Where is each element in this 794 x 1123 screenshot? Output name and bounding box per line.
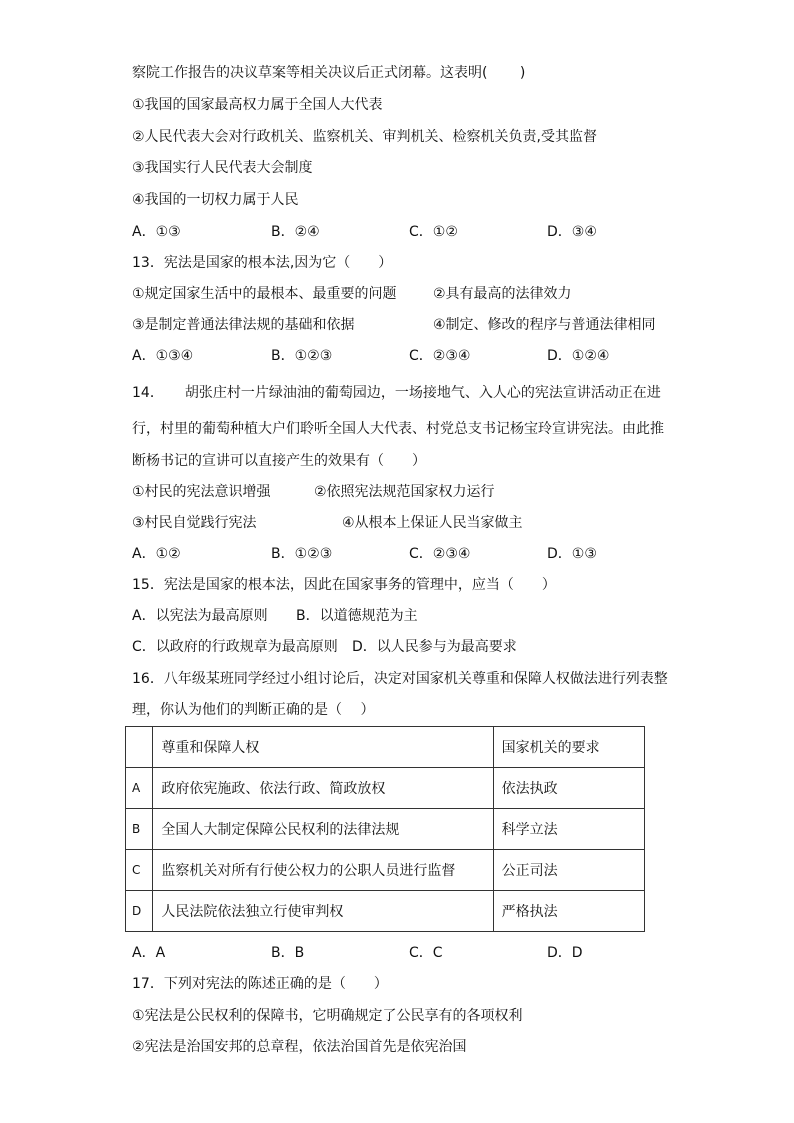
q14-option-b[interactable]: B．①②③	[271, 546, 333, 562]
table-row	[126, 809, 645, 850]
q12-option-b[interactable]: B．②④	[271, 224, 320, 240]
table-row	[126, 850, 645, 891]
q14-stem-line-2: 行，村里的葡萄种植大户们聆听全国人大代表、村党总支书记杨宝玲宣讲宪法。由此推	[132, 421, 664, 437]
q13-item-2: ②具有最高的法律效力	[433, 286, 572, 302]
table-header-row	[126, 727, 645, 768]
q14-item-1: ①村民的宪法意识增强	[132, 484, 271, 500]
q12-options	[132, 222, 672, 242]
q12-item-2: ②人民代表大会对行政机关、监察机关、审判机关、检察机关负责,受其监督	[132, 129, 597, 145]
table-cell: 严格执法	[493, 891, 644, 932]
q13-option-b[interactable]: B．①②③	[271, 348, 333, 364]
q14-stem-line-1: 14． 胡张庄村一片绿油油的葡萄园边，一场接地气、入人心的宪法宣讲活动正在进	[132, 385, 661, 401]
q17-item-1: ①宪法是公民权利的保障书，它明确规定了公民享有的各项权利	[132, 1008, 523, 1024]
q13-item-1: ①规定国家生活中的最根本、最重要的问题	[132, 286, 397, 302]
q13-stem: 13．宪法是国家的根本法,因为它（ ）	[132, 255, 393, 271]
table-cell: A	[126, 768, 153, 809]
q14-item-3: ③村民自觉践行宪法	[132, 515, 257, 531]
q13-item-4: ④制定、修改的程序与普通法律相同	[433, 317, 656, 333]
q16-options	[132, 943, 672, 963]
q16-option-c[interactable]: C．C	[409, 945, 443, 961]
q13-options	[132, 346, 672, 366]
q16-option-d[interactable]: D．D	[547, 945, 583, 961]
table-cell: 公正司法	[493, 850, 644, 891]
table-cell: 人民法院依法独立行使审判权	[153, 891, 493, 932]
table-cell: C	[126, 850, 153, 891]
q12-stem: 察院工作报告的决议草案等相关决议后正式闭幕。这表明( )	[132, 65, 526, 81]
q12-option-d[interactable]: D．③④	[547, 224, 597, 240]
q15-option-c[interactable]: C．以政府的行政规章为最高原则	[132, 639, 338, 655]
q16-option-b[interactable]: B．B	[271, 945, 305, 961]
q12-option-c[interactable]: C．①②	[409, 224, 458, 240]
q13-option-d[interactable]: D．①②④	[547, 348, 610, 364]
q16-table	[125, 726, 645, 932]
table-row	[126, 891, 645, 932]
q13-option-c[interactable]: C．②③④	[409, 348, 471, 364]
q13-option-a[interactable]: A．①③④	[132, 348, 194, 364]
q17-item-2: ②宪法是治国安邦的总章程，依法治国首先是依宪治国	[132, 1039, 467, 1055]
q16-option-a[interactable]: A．A	[132, 945, 166, 961]
table-header-cell: 国家机关的要求	[493, 727, 644, 768]
q12-item-4: ④我国的一切权力属于人民	[132, 192, 299, 208]
q12-option-a[interactable]: A．①③	[132, 224, 181, 240]
q14-option-c[interactable]: C．②③④	[409, 546, 471, 562]
table-cell: D	[126, 891, 153, 932]
q12-item-1: ①我国的国家最高权力属于全国人大代表	[132, 97, 383, 113]
table-header-cell: 尊重和保障人权	[153, 727, 493, 768]
table-row	[126, 768, 645, 809]
q15-stem: 15．宪法是国家的根本法，因此在国家事务的管理中，应当（ ）	[132, 577, 556, 593]
q14-option-d[interactable]: D．①③	[547, 546, 597, 562]
table-cell: 监察机关对所有行使公权力的公职人员进行监督	[153, 850, 493, 891]
table-cell: 全国人大制定保障公民权利的法律法规	[153, 809, 493, 850]
table-cell: 政府依宪施政、依法行政、简政放权	[153, 768, 493, 809]
q15-option-d[interactable]: D．以人民参与为最高要求	[352, 639, 517, 655]
q17-stem: 17．下列对宪法的陈述正确的是（ ）	[132, 976, 388, 992]
q14-item-4: ④从根本上保证人民当家做主	[342, 515, 523, 531]
q13-item-3: ③是制定普通法律法规的基础和依据	[132, 317, 355, 333]
q12-item-3: ③我国实行人民代表大会制度	[132, 160, 313, 176]
table-cell: B	[126, 809, 153, 850]
q14-options	[132, 544, 672, 564]
q14-stem-line-3: 断杨书记的宣讲可以直接产生的效果有（ ）	[132, 453, 426, 469]
table-header-cell	[126, 727, 153, 768]
q16-stem-line-1: 16．八年级某班同学经过小组讨论后，决定对国家机关尊重和保障人权做法进行列表整	[132, 671, 668, 687]
q14-item-2: ②依照宪法规范国家权力运行	[314, 484, 495, 500]
table-cell: 科学立法	[493, 809, 644, 850]
q15-option-a[interactable]: A．以宪法为最高原则	[132, 608, 268, 624]
table-cell: 依法执政	[493, 768, 644, 809]
q15-option-b[interactable]: B．以道德规范为主	[296, 608, 418, 624]
q14-option-a[interactable]: A．①②	[132, 546, 181, 562]
q16-stem-line-2: 理，你认为他们的判断正确的是（ ）	[132, 702, 375, 718]
